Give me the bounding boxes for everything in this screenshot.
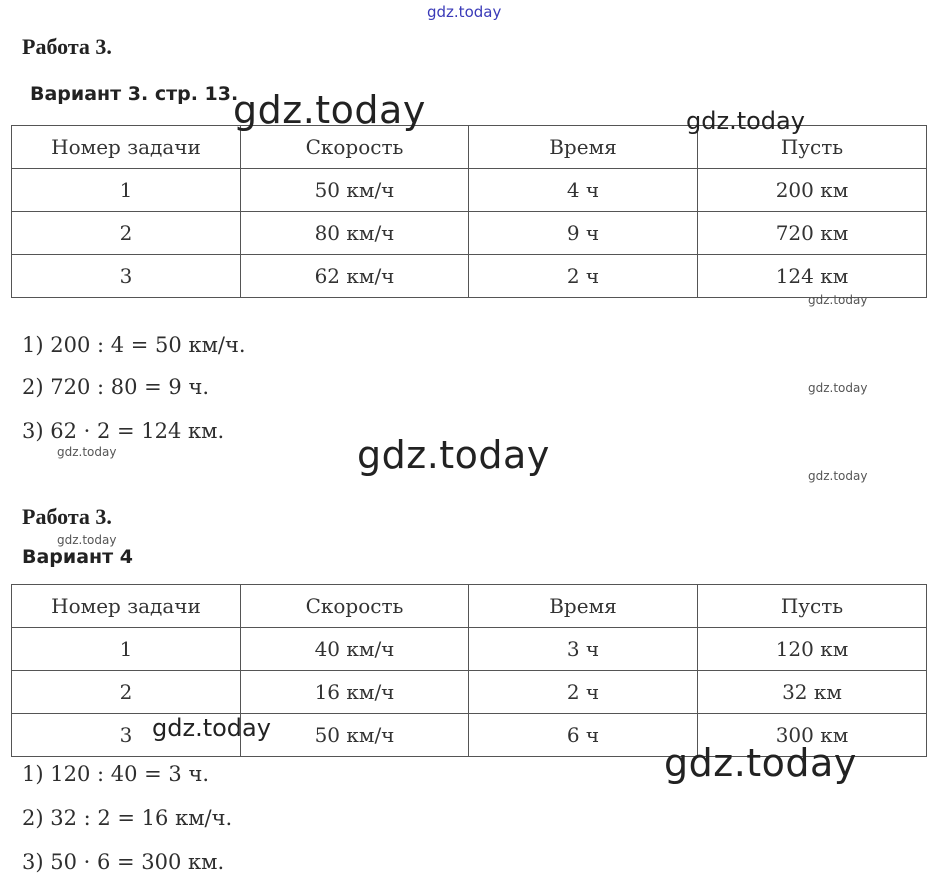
table-cell: 80 км/ч — [241, 212, 469, 255]
section1-solution-2: 2) 720 : 80 = 9 ч. — [22, 375, 210, 399]
table-cell: 40 км/ч — [241, 628, 469, 671]
watermark-small: gdz.today — [808, 469, 868, 483]
table-cell: 720 км — [698, 212, 927, 255]
section2-heading: Работа 3. — [22, 504, 112, 529]
table-cell: 300 км — [698, 714, 927, 757]
header-cell: Скорость — [241, 126, 469, 169]
section1-solution-3: 3) 62 · 2 = 124 км. — [22, 419, 225, 443]
watermark-small: gdz.today — [808, 293, 868, 307]
table-cell: 50 км/ч — [241, 714, 469, 757]
header-cell: Номер задачи — [12, 126, 241, 169]
section1-heading: Работа 3. — [22, 34, 112, 59]
section2-table — [11, 584, 927, 757]
watermark-small: gdz.today — [57, 445, 117, 459]
table-cell: 120 км — [698, 628, 927, 671]
header-cell: Номер задачи — [12, 585, 241, 628]
watermark-small: gdz.today — [57, 533, 117, 547]
table-cell: 6 ч — [469, 714, 698, 757]
table-cell: 1 — [12, 169, 241, 212]
header-cell: Пусть — [698, 585, 927, 628]
section1-solution-1: 1) 200 : 4 = 50 км/ч. — [22, 333, 246, 357]
header-cell: Время — [469, 126, 698, 169]
table-row — [12, 255, 927, 298]
section1-variant: Вариант 3. стр. 13. — [30, 83, 239, 105]
table-cell: 1 — [12, 628, 241, 671]
watermark-medium: gdz.today — [152, 714, 271, 742]
table-cell: 62 км/ч — [241, 255, 469, 298]
table-cell: 3 — [12, 255, 241, 298]
table-row — [12, 169, 927, 212]
table-row — [12, 212, 927, 255]
header-cell: Пусть — [698, 126, 927, 169]
table-cell: 200 км — [698, 169, 927, 212]
table-cell: 4 ч — [469, 169, 698, 212]
watermark-large: gdz.today — [233, 88, 426, 132]
table-row — [12, 671, 927, 714]
watermark-medium: gdz.today — [686, 107, 805, 135]
table-cell: 3 — [12, 714, 241, 757]
table-cell: 50 км/ч — [241, 169, 469, 212]
table-cell: 2 ч — [469, 671, 698, 714]
table-cell: 3 ч — [469, 628, 698, 671]
watermark-small: gdz.today — [808, 381, 868, 395]
table-cell: 32 км — [698, 671, 927, 714]
table-cell: 9 ч — [469, 212, 698, 255]
table-row — [12, 628, 927, 671]
table-cell: 2 ч — [469, 255, 698, 298]
section1-table — [11, 125, 927, 298]
table-cell: 2 — [12, 212, 241, 255]
header-cell: Время — [469, 585, 698, 628]
section2-solution-3: 3) 50 · 6 = 300 км. — [22, 850, 225, 874]
section2-solution-1: 1) 120 : 40 = 3 ч. — [22, 762, 210, 786]
table-cell: 2 — [12, 671, 241, 714]
header-cell: Скорость — [241, 585, 469, 628]
table-header-row — [12, 585, 927, 628]
table-cell: 124 км — [698, 255, 927, 298]
watermark-top: gdz.today — [427, 3, 502, 21]
watermark-large: gdz.today — [664, 741, 857, 785]
watermark-large: gdz.today — [357, 433, 550, 477]
section2-solution-2: 2) 32 : 2 = 16 км/ч. — [22, 806, 233, 830]
table-cell: 16 км/ч — [241, 671, 469, 714]
section2-variant: Вариант 4 — [22, 546, 134, 568]
